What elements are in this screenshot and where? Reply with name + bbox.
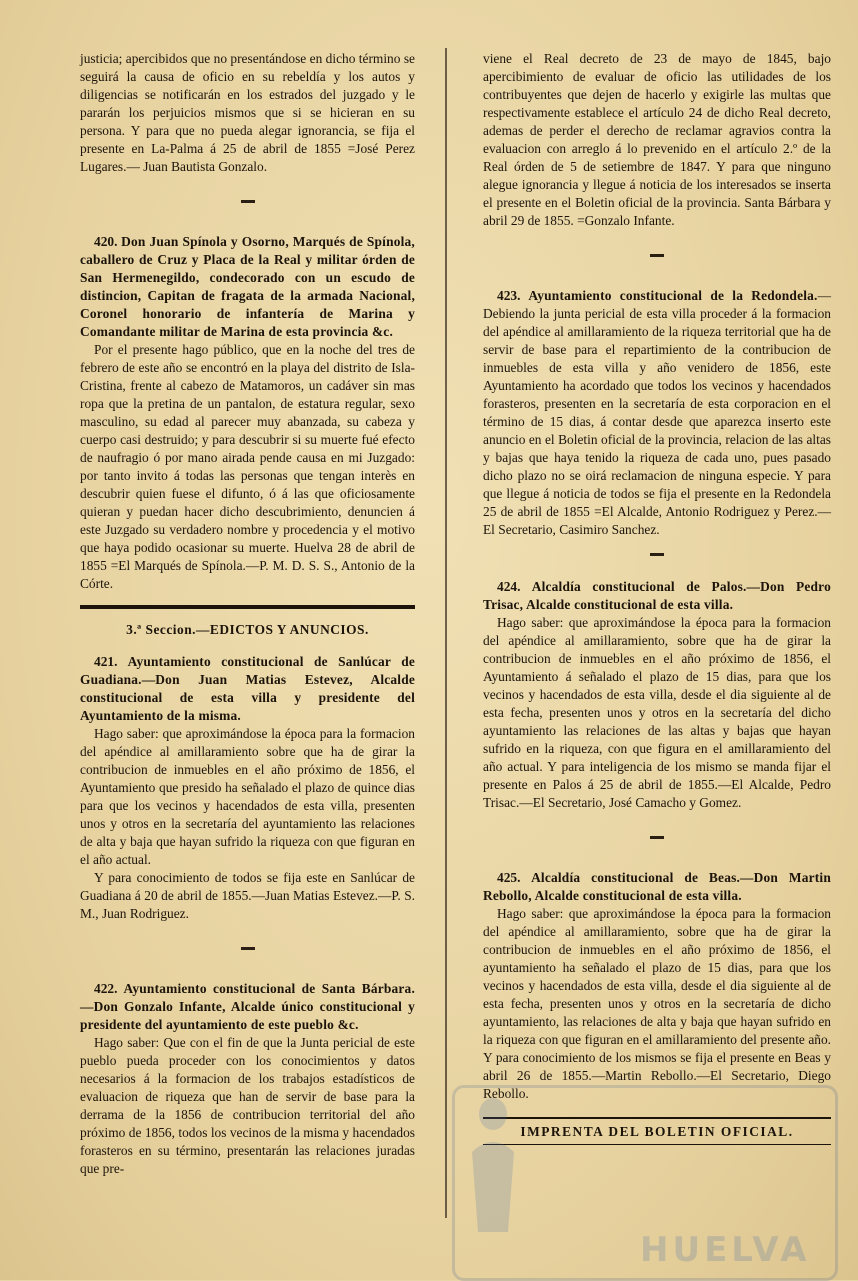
section-heading: 3.ª Seccion.—EDICTOS Y ANUNCIOS.: [126, 622, 369, 637]
entry-heading: Ayuntamiento constitucional de Sanlúcar de Guadiana.—Don Juan Matias Estevez, Alcalde constitucional de esta villa y presidente del Ayuntamiento de la misma.: [80, 654, 415, 723]
entry-number: 424.: [497, 579, 521, 594]
entry-number: 420.: [94, 234, 118, 249]
entry-separator: [650, 553, 664, 556]
continued-entry: viene el Real decreto de 23 de mayo de 1845, bajo apercibimiento de evaluar de oficio las utilidades de los contribuyentes que dejen de hacerlo y exigirle las multas que respectivamente establece el artículo 24 de dicho Real decreto, ademas de perder el derecho de reclamar agravios contra la evaluacion con arreglo á lo prevenido en el artículo 2.º de la Real órden de 5 de setiembre de 1847. Y para que ninguno alegue ignorancia y llegue á noticia de los interesados se inserta el presente en el Boletin oficial de la provincia. Santa Bárbara y abril 29 de 1855. =Gonzalo Infante.: [483, 51, 831, 228]
continued-entry: justicia; apercibidos que no presentándose en dicho término se seguirá la causa de oficio en su rebeldía y los autos y diligencias se notificarán en los estrados del juzgado y le pararán los perjuicios mismos que si se hicieran en su persona. Y para que no pueda alegar ignorancia, se fija el presente en La-Palma á 25 de abril de 1855 =José Perez Lugares.— Juan Bautista Gonzalo.: [80, 51, 415, 174]
entry-heading: Ayuntamiento constitucional de Santa Bárbara.—Don Gonzalo Infante, Alcalde único constitucional y presidente del ayuntamiento de este pueblo &c.: [80, 981, 415, 1032]
entry-body: Hago saber: que aproximándose la época para la formacion del apéndice al amillaramiento sobre que ha de girar la contribucion de inmuebles en el año próximo de 1856, el Ayuntamiento que presido ha señalado el plazo de quince dias para que los vecinos y hacendados de esta villa, presenten unos y otros en la secretaría del ayuntamiento las relaciones de alta y baja que hayan sufrido la riqueza con que figuran en el año actual.: [80, 726, 415, 867]
stamp-watermark-text: HUELVA: [640, 1230, 811, 1270]
entry-heading: Ayuntamiento constitucional de la Redondela.: [528, 288, 818, 303]
entry-420: [80, 233, 415, 593]
column-divider: [445, 48, 447, 1218]
entry-425: [483, 869, 831, 1103]
entry-423: [483, 287, 831, 539]
entry-body: —Debiendo la junta pericial de esta villa proceder á la formacion del apéndice al amillaramiento de la riqueza territorial que ha de servir de base para el repartimiento de la contribucion de inmuebles de esta villa y año venidero de 1856, este Ayuntamiento ha acordado que todos los vecinos y hacendados forasteros, presenten en la secretaría de esta corporacion en el término de 15 dias, á contar desde que aparezca inserto este anuncio en el Boletin oficial de la provincia, relacion de las altas y bajas que haya tenido la riqueza de cada uno, pues pasado dicho plazo no se oirá reclamacion de ninguna especie. Y para que llegue á noticia de todos se fija el presente en la Redondela 25 de abril de 1855 =El Alcalde, Antonio Rodriguez y Perez.—El Secretario, Casimiro Sanchez.: [483, 288, 831, 537]
entry-heading: Alcaldía constitucional de Beas.—Don Martin Rebollo, Alcalde constitucional de esta villa.: [483, 870, 831, 903]
section-rule: [80, 605, 415, 609]
entry-number: 425.: [497, 870, 521, 885]
entry-number: 422.: [94, 981, 118, 996]
entry-422: [80, 980, 415, 1178]
entry-separator: [650, 254, 664, 257]
entry-body: Hago saber: que aproximándose la época para la formacion del apéndice al amillaramiento, sobre que ha de girar la contribucion de inmuebles en el año próximo de 1856, el Ayuntamiento á señalado el plazo de 15 dias, para que los vecinos y hacendados de esta villa, desde el dia siguiente al de esta fecha, presenten unos y otros en la secretaría del dicho ayuntamiento las relaciones de las altas y bajas que hayan sufrido en la riqueza, con que figura en el amillaramiento del año actual. Y para inteligencia de los mismo se manda fijar el presente en Palos á 25 de abril de 1855.—El Alcalde, Pedro Trisac.—El Secretario, José Camacho y Gomez.: [483, 615, 831, 810]
entry-body: Hago saber: que aproximándose la época para la formacion del apéndice al amillaramiento, sobre que ha de girar la contribucion de inmuebles en el año próximo de 1856, el ayuntamiento ha señalado el plazo de 15 dias, para que los vecinos y hacendados de esta villa, desde el dia siguiente al de esta fecha, presenten unos y otros en la secretaría de dicho ayuntamiento, las relaciones de alta y baja que hayan sufrido en la riqueza con que figuran en el amillaramiento del presente año. Y para conocimiento de los mismos se fija el presente en Beas y abril 26 de 1855.—Martin Rebollo.—El Secretario, Diego Rebollo.: [483, 906, 831, 1101]
entry-body: Hago saber: Que con el fin de que la Junta pericial de este pueblo pueda proceder con los conocimientos y datos necesarios á la formacion de los trabajos estadísticos de evaluacion de riqueza que han de servir de base para la derrama de la 1856 de contribucion territorial del año próximo de 1856, todos los vecinos de la misma y hacendados forasteros en su término, presentarán las relaciones juradas que pre-: [80, 1035, 415, 1176]
entry-body: Por el presente hago público, que en la noche del tres de febrero de este año se encontró en la playa del distrito de Isla-Cristina, frente al cabezo de Matamoros, un cadáver sin mas ropa que la pretina de un pantalon, de estatura regular, sexo masculino, su edad al parecer muy abanzada, su cabeza y cuerpo casi destruido; y para descubrir si su muerte fué efecto de naufragio ó por mano airada pende causa en mi Juzgado: por tanto invito á todas las personas que tengan interès en descubrir quien fuese el difunto, ó á las que oficiosamente quieran y puedan hacer dicho descubrimiento, denuncien á este Juzgado su verdadero nombre y procedencia y el motivo que haya podido ocasionar su muerte. Huelva 28 de abril de 1855 =El Marqués de Spínola.—P. M. D. S. S., Antonio de la Córte.: [80, 342, 415, 591]
imprint-text: IMPRENTA DEL BOLETIN OFICIAL.: [520, 1124, 794, 1139]
left-column: [80, 50, 415, 1178]
figure-icon: [462, 1092, 524, 1242]
entry-heading: Don Juan Spínola y Osorno, Marqués de Spínola, caballero de Cruz y Placa de la Real y militar órden de San Hermenegildo, condecorado con un escudo de distincion, Capitan de fragata de la armada Nacional, Coronel honorario de infantería de Marina y Comandante militar de Marina de esta provincia &c.: [80, 234, 415, 339]
entry-body: Y para conocimiento de todos se fija este en Sanlúcar de Guadiana á 20 de abril de 1855.—Juan Matias Estevez.—P. S. M., Juan Rodriguez.: [80, 870, 415, 921]
entry-424: [483, 578, 831, 812]
entry-separator: [241, 947, 255, 950]
entry-heading: Alcaldía constitucional de Palos.—Don Pedro Trisac, Alcalde constitucional de esta villa.: [483, 579, 831, 612]
entry-separator: [241, 200, 255, 203]
entry-number: 423.: [497, 288, 521, 303]
right-column: [483, 50, 831, 1145]
entry-421: [80, 653, 415, 923]
entry-separator: [650, 836, 664, 839]
entry-number: 421.: [94, 654, 118, 669]
